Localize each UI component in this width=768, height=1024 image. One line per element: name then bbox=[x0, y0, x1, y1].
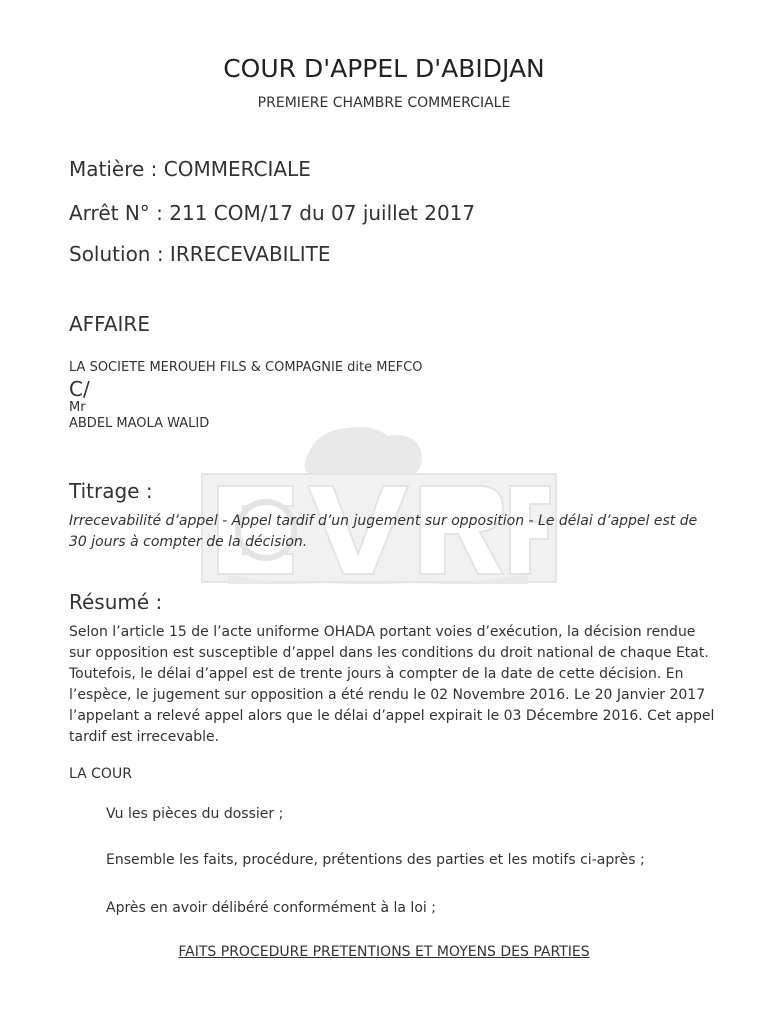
matiere-line: Matière : COMMERCIALE bbox=[69, 157, 311, 181]
watermark-logo bbox=[198, 424, 560, 592]
affaire-heading: AFFAIRE bbox=[69, 312, 150, 336]
titrage-text: Irrecevabilité d’appel - Appel tardif d’un jugement sur opposition - Le délai d’appel est de 30 jours à compter de la décision. bbox=[69, 513, 698, 550]
solution-line: Solution : IRRECEVABILITE bbox=[69, 242, 331, 266]
court-title: COUR D'APPEL D'ABIDJAN bbox=[223, 54, 545, 83]
recital-line-3: Après en avoir délibéré conformément à la loi ; bbox=[106, 900, 436, 916]
resume-heading: Résumé : bbox=[69, 590, 163, 614]
respondent-name: ABDEL MAOLA WALID bbox=[69, 416, 210, 431]
faits-heading bbox=[0, 944, 768, 960]
recital-line-2: Ensemble les faits, procédure, prétentions des parties et les motifs ci-après ; bbox=[106, 852, 645, 868]
versus-marker: C/ bbox=[69, 377, 90, 401]
appellant-party: LA SOCIETE MEROUEH FILS & COMPAGNIE dite MEFCO bbox=[69, 360, 423, 375]
la-cour-label: LA COUR bbox=[69, 766, 132, 782]
recital-line-1: Vu les pièces du dossier ; bbox=[106, 806, 284, 822]
resume-text: Selon l’article 15 de l’acte uniforme OHADA portant voies d’exécution, la décision rendue sur opposition est susceptible d’appel dans les conditions du droit national de chaque Etat. Toutefois, le délai d’appel est de trente jours à compter de la date de cette décision. En l’espèce, le jugement sur opposition a été rendu le 02 Novembre 2016. Le 20 Janvier 2017 l’appelant a relevé appel alors que le délai d’appel expirait le 03 Décembre 2016. Cet appel tardif est irrecevable. bbox=[69, 624, 715, 745]
respondent-title: Mr bbox=[69, 400, 86, 415]
chamber-subtitle: PREMIERE CHAMBRE COMMERCIALE bbox=[257, 95, 511, 111]
titrage-heading: Titrage : bbox=[69, 479, 153, 503]
arret-line: Arrêt N° : 211 COM/17 du 07 juillet 2017 bbox=[69, 201, 476, 225]
faits-heading-text: FAITS PROCEDURE PRETENTIONS ET MOYENS DES PARTIES bbox=[178, 944, 590, 960]
